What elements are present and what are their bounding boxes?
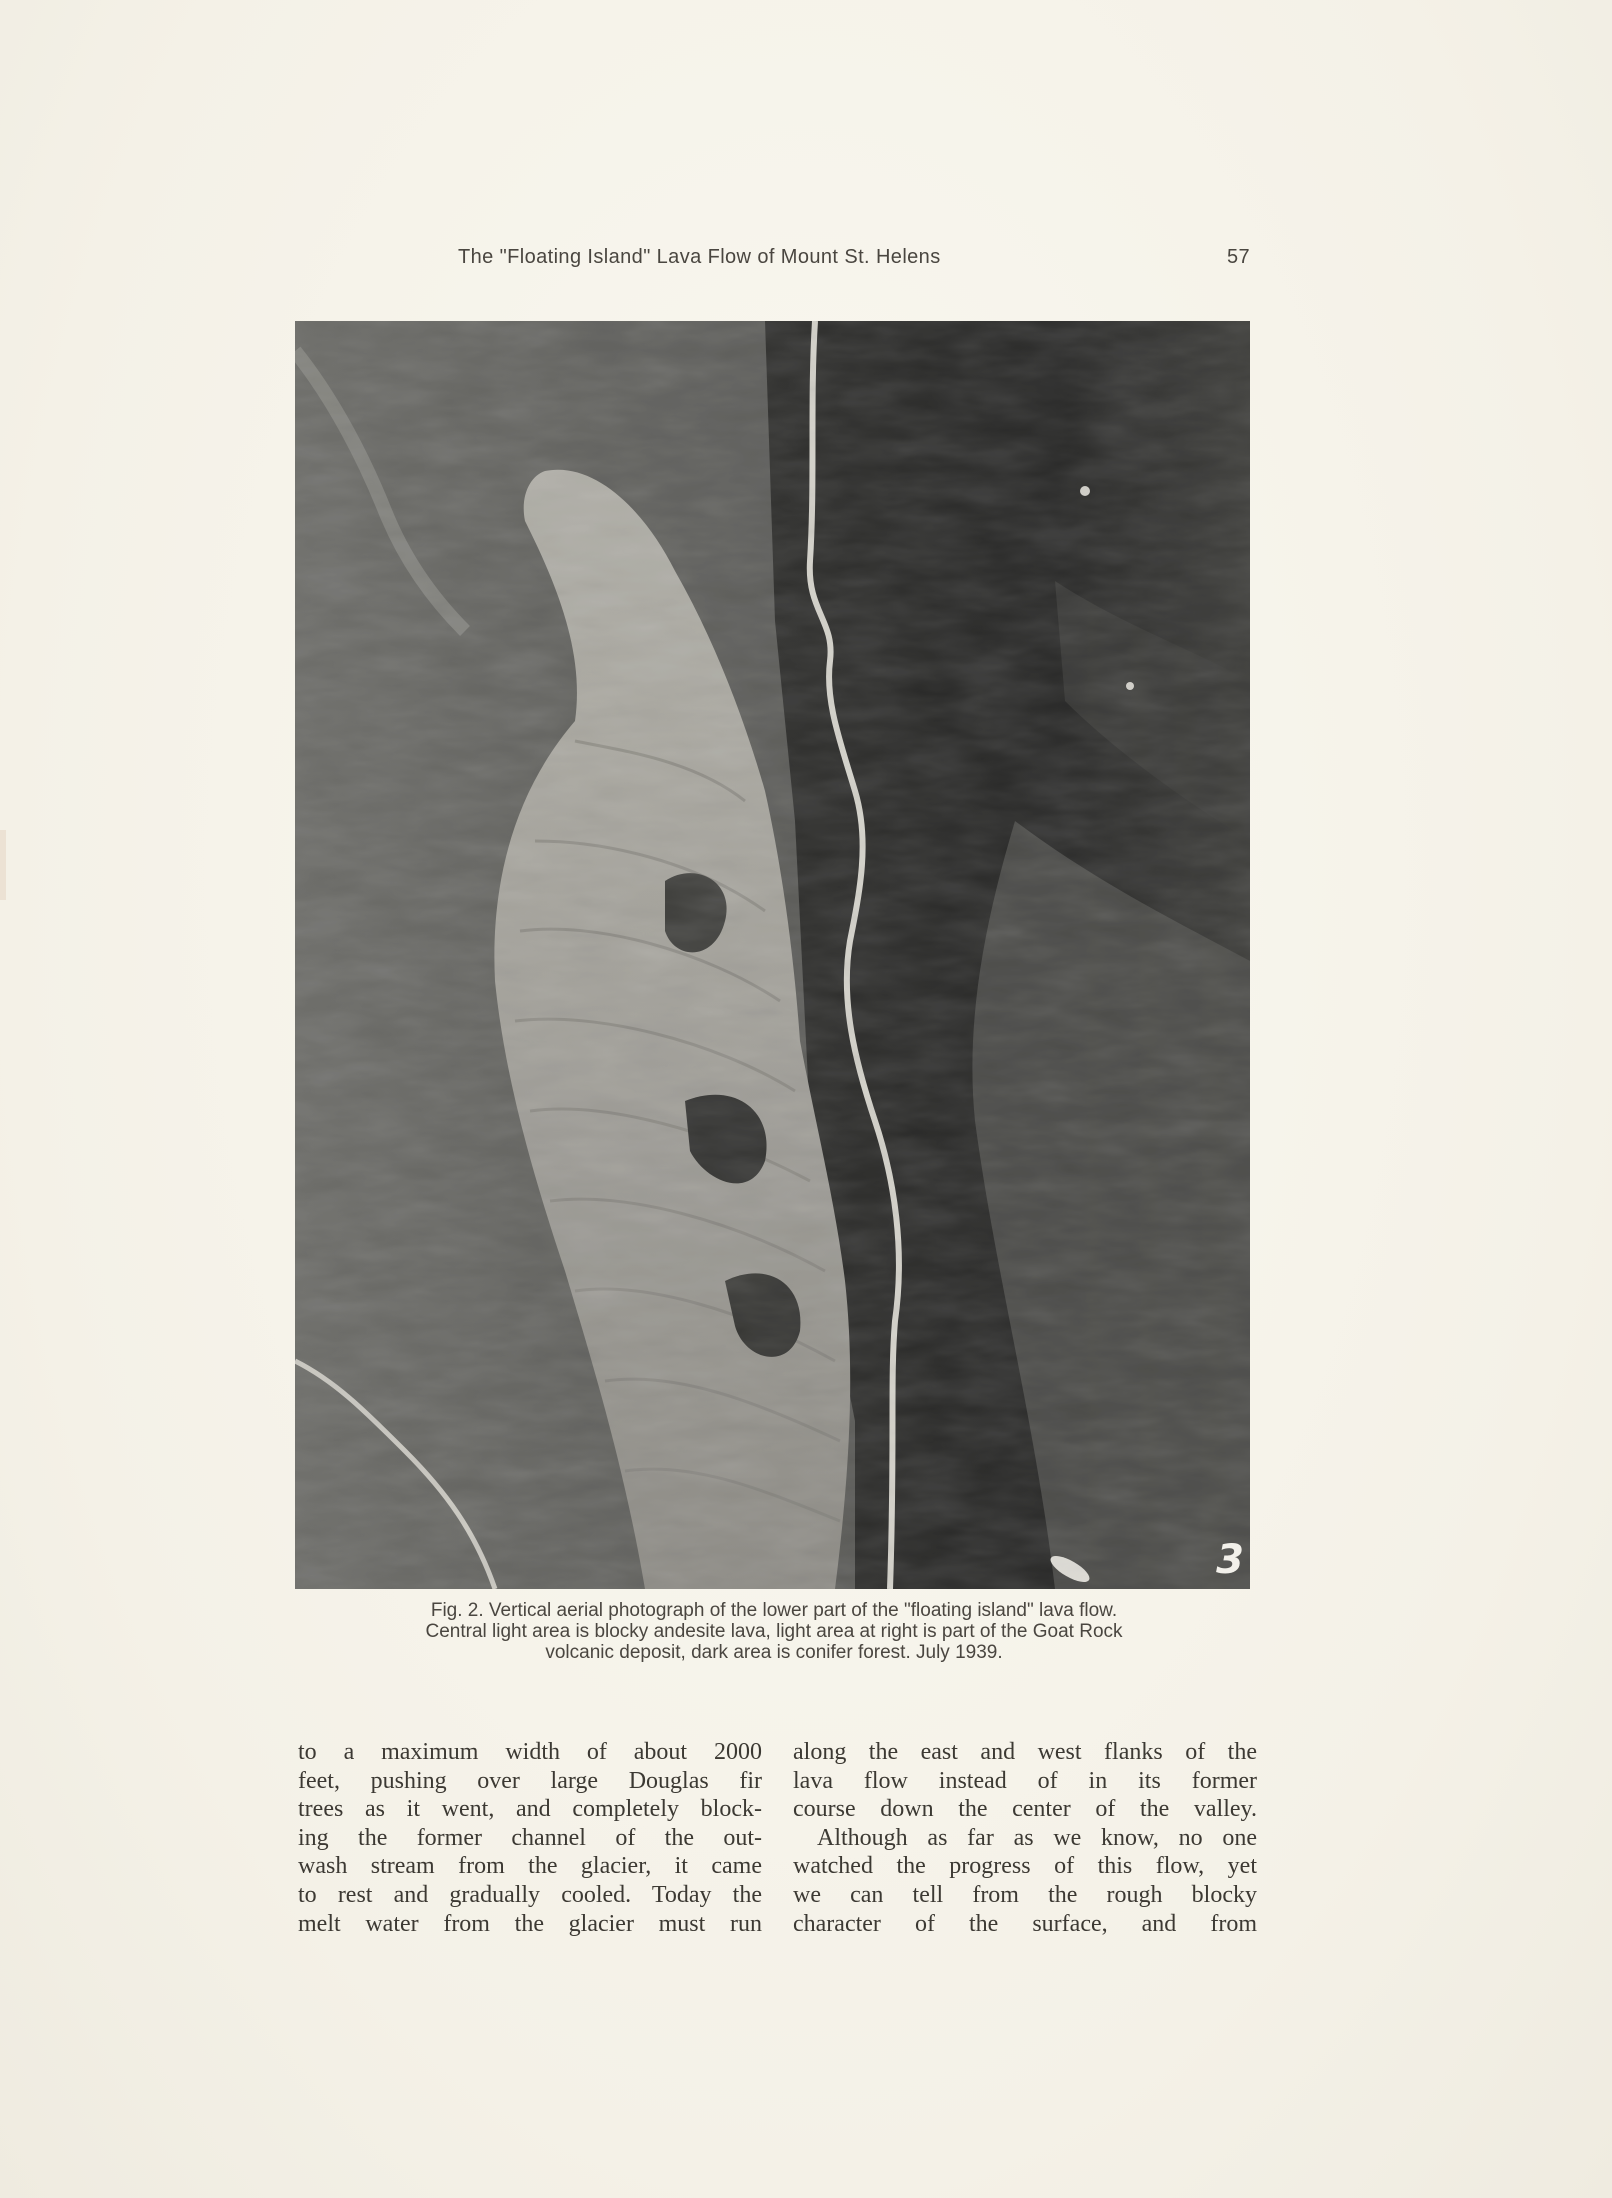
text-line: along the east and west flanks of the: [793, 1739, 1257, 1765]
figure-caption: [298, 1600, 1250, 1663]
text-line: ing the former channel of the out-: [298, 1824, 762, 1851]
caption-line: volcanic deposit, dark area is conifer forest. July 1939.: [545, 1642, 1003, 1663]
caption-line: Fig. 2. Vertical aerial photograph of the lower part of the "floating island" lava flow.: [430, 1600, 1118, 1621]
scan-edge-mark: [0, 830, 6, 900]
text-line: watched the progress of this flow, yet: [793, 1853, 1257, 1880]
text-line: Although as far as we know, no one: [817, 1824, 1257, 1851]
body-text-right-column: [793, 1738, 1257, 1938]
text-line: we can tell from the rough blocky: [793, 1881, 1257, 1908]
text-line: course down the center of the valley.: [793, 1796, 1257, 1823]
page-number: 57: [1226, 246, 1250, 268]
text-line: feet, pushing over large Douglas fir: [298, 1767, 762, 1794]
text-line: wash stream from the glacier, it came: [298, 1853, 762, 1880]
running-head: [300, 246, 1250, 276]
aerial-photograph: [295, 321, 1250, 1589]
aerial-photograph-image: [295, 321, 1250, 1589]
running-title: The "Floating Island" Lava Flow of Mount St. Helens: [458, 246, 941, 268]
body-text-left-column: [298, 1738, 762, 1938]
text-line: character of the surface, and from: [793, 1910, 1257, 1937]
text-line: lava flow instead of in its former: [793, 1767, 1257, 1794]
plate-number: 3: [1216, 1537, 1244, 1583]
text-line: to a maximum width of about 2000: [298, 1739, 762, 1765]
text-line: trees as it went, and completely block-: [298, 1796, 762, 1823]
text-line: to rest and gradually cooled. Today the: [298, 1881, 762, 1908]
text-line: melt water from the glacier must run: [298, 1910, 762, 1937]
caption-line: Central light area is blocky andesite lava, light area at right is part of the Goat Rock: [425, 1621, 1123, 1642]
